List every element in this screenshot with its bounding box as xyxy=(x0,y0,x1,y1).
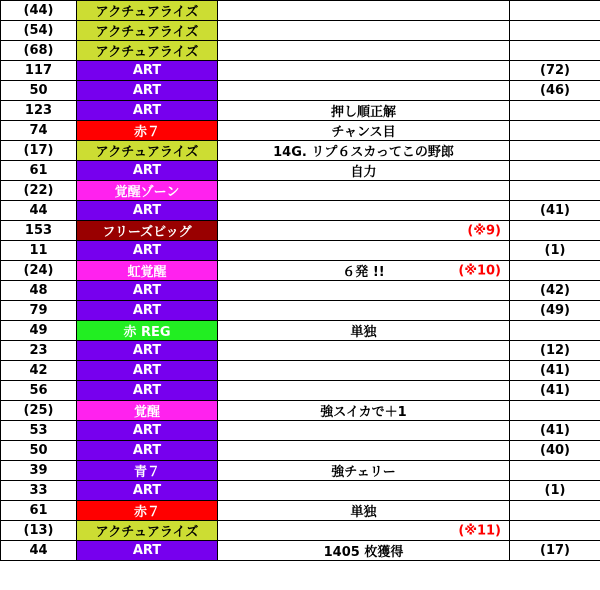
extra-cell xyxy=(510,501,600,521)
results-table-body xyxy=(1,1,600,561)
extra-cell xyxy=(510,321,600,341)
note-cell xyxy=(218,261,510,281)
result-cell: ART xyxy=(77,341,218,361)
extra-cell xyxy=(510,141,600,161)
result-cell: アクチュアライズ xyxy=(77,521,218,541)
note-cell xyxy=(218,421,510,441)
note-text: 1405 枚獲得 xyxy=(323,545,404,560)
note-cell xyxy=(218,61,510,81)
note-cell xyxy=(218,21,510,41)
result-cell: アクチュアライズ xyxy=(77,1,218,21)
footnote-ref: (※9) xyxy=(467,223,501,238)
extra-cell xyxy=(510,101,600,121)
result-cell: ART xyxy=(77,541,218,561)
games-cell: (25) xyxy=(1,401,77,421)
games-cell: (13) xyxy=(1,521,77,541)
extra-cell: (41) xyxy=(510,361,600,381)
extra-cell: (41) xyxy=(510,381,600,401)
extra-cell: (1) xyxy=(510,481,600,501)
extra-cell: (17) xyxy=(510,541,600,561)
extra-cell xyxy=(510,261,600,281)
extra-cell: (42) xyxy=(510,281,600,301)
result-cell: 覚醒 xyxy=(77,401,218,421)
table-row xyxy=(1,421,600,441)
note-cell xyxy=(218,501,510,521)
extra-cell: (12) xyxy=(510,341,600,361)
note-cell xyxy=(218,521,510,541)
extra-cell: (49) xyxy=(510,301,600,321)
result-cell: 虹覚醒 xyxy=(77,261,218,281)
result-cell: ART xyxy=(77,201,218,221)
note-cell xyxy=(218,41,510,61)
table-row xyxy=(1,321,600,341)
extra-cell xyxy=(510,161,600,181)
result-cell: ART xyxy=(77,481,218,501)
games-cell: 50 xyxy=(1,81,77,101)
footnote-ref: (※10) xyxy=(458,263,501,278)
result-cell: 赤 REG xyxy=(77,321,218,341)
note-cell xyxy=(218,481,510,501)
games-cell: 61 xyxy=(1,161,77,181)
result-cell: ART xyxy=(77,81,218,101)
note-text: 押し順正解 xyxy=(330,105,396,120)
table-row xyxy=(1,221,600,241)
footnote-ref: (※11) xyxy=(458,523,501,538)
games-cell: 39 xyxy=(1,461,77,481)
result-cell: ART xyxy=(77,301,218,321)
result-cell: アクチュアライズ xyxy=(77,21,218,41)
games-cell: 79 xyxy=(1,301,77,321)
extra-cell xyxy=(510,221,600,241)
note-text: 単独 xyxy=(350,505,377,520)
games-cell: 11 xyxy=(1,241,77,261)
table-row xyxy=(1,21,600,41)
games-cell: (22) xyxy=(1,181,77,201)
result-cell: ART xyxy=(77,361,218,381)
result-cell: アクチュアライズ xyxy=(77,41,218,61)
result-cell: 赤７ xyxy=(77,121,218,141)
note-cell xyxy=(218,541,510,561)
extra-cell xyxy=(510,1,600,21)
table-row xyxy=(1,61,600,81)
result-cell: ART xyxy=(77,281,218,301)
result-cell: ART xyxy=(77,421,218,441)
games-cell: 48 xyxy=(1,281,77,301)
games-cell: 123 xyxy=(1,101,77,121)
table-row xyxy=(1,181,600,201)
note-text: ６発 !! xyxy=(342,265,385,280)
note-cell xyxy=(218,121,510,141)
extra-cell: (46) xyxy=(510,81,600,101)
note-cell xyxy=(218,341,510,361)
games-cell: 44 xyxy=(1,201,77,221)
result-cell: フリーズビッグ xyxy=(77,221,218,241)
note-cell xyxy=(218,381,510,401)
games-cell: (54) xyxy=(1,21,77,41)
table-row xyxy=(1,201,600,221)
result-cell: アクチュアライズ xyxy=(77,141,218,161)
result-cell: 青７ xyxy=(77,461,218,481)
games-cell: (24) xyxy=(1,261,77,281)
extra-cell: (72) xyxy=(510,61,600,81)
result-cell: 覚醒ゾーン xyxy=(77,181,218,201)
result-cell: ART xyxy=(77,441,218,461)
note-cell xyxy=(218,181,510,201)
table-row xyxy=(1,121,600,141)
games-cell: 50 xyxy=(1,441,77,461)
note-text: 自力 xyxy=(350,165,377,180)
result-cell: 赤７ xyxy=(77,501,218,521)
note-cell xyxy=(218,321,510,341)
result-cell: ART xyxy=(77,161,218,181)
table-row xyxy=(1,301,600,321)
table-row xyxy=(1,161,600,181)
table-row xyxy=(1,481,600,501)
table-row xyxy=(1,1,600,21)
table-row xyxy=(1,541,600,561)
note-cell xyxy=(218,461,510,481)
games-cell: (68) xyxy=(1,41,77,61)
games-cell: 117 xyxy=(1,61,77,81)
note-cell xyxy=(218,281,510,301)
note-cell xyxy=(218,241,510,261)
games-cell: 23 xyxy=(1,341,77,361)
games-cell: 33 xyxy=(1,481,77,501)
note-text: 強スイカで＋1 xyxy=(320,405,407,420)
games-cell: 44 xyxy=(1,541,77,561)
table-row xyxy=(1,241,600,261)
table-row xyxy=(1,521,600,541)
note-cell xyxy=(218,81,510,101)
extra-cell: (40) xyxy=(510,441,600,461)
table-row xyxy=(1,261,600,281)
games-cell: 42 xyxy=(1,361,77,381)
games-cell: 49 xyxy=(1,321,77,341)
note-cell xyxy=(218,221,510,241)
games-cell: 61 xyxy=(1,501,77,521)
table-row xyxy=(1,401,600,421)
note-cell xyxy=(218,401,510,421)
result-cell: ART xyxy=(77,241,218,261)
table-row xyxy=(1,341,600,361)
games-cell: (17) xyxy=(1,141,77,161)
result-cell: ART xyxy=(77,101,218,121)
note-cell xyxy=(218,201,510,221)
extra-cell xyxy=(510,401,600,421)
table-row xyxy=(1,41,600,61)
note-cell xyxy=(218,441,510,461)
extra-cell: (41) xyxy=(510,201,600,221)
note-cell xyxy=(218,141,510,161)
extra-cell xyxy=(510,21,600,41)
note-text: 強チェリー xyxy=(331,465,396,480)
table-row xyxy=(1,381,600,401)
table-row xyxy=(1,81,600,101)
table-row xyxy=(1,141,600,161)
note-cell xyxy=(218,101,510,121)
extra-cell xyxy=(510,41,600,61)
extra-cell xyxy=(510,181,600,201)
table-row xyxy=(1,101,600,121)
games-cell: 74 xyxy=(1,121,77,141)
games-cell: 56 xyxy=(1,381,77,401)
games-cell: (44) xyxy=(1,1,77,21)
note-text: 単独 xyxy=(350,325,377,340)
result-cell: ART xyxy=(77,381,218,401)
table-row xyxy=(1,461,600,481)
games-cell: 53 xyxy=(1,421,77,441)
extra-cell xyxy=(510,521,600,541)
extra-cell: (41) xyxy=(510,421,600,441)
table-row xyxy=(1,441,600,461)
extra-cell xyxy=(510,461,600,481)
extra-cell xyxy=(510,121,600,141)
table-row xyxy=(1,501,600,521)
table-row xyxy=(1,281,600,301)
note-cell xyxy=(218,1,510,21)
games-cell: 153 xyxy=(1,221,77,241)
note-text: チャンス目 xyxy=(331,125,396,140)
table-row xyxy=(1,361,600,381)
result-cell: ART xyxy=(77,61,218,81)
note-cell xyxy=(218,161,510,181)
note-cell xyxy=(218,301,510,321)
note-text: 14G. リプ６スカってこの野郎 xyxy=(273,145,454,160)
extra-cell: (1) xyxy=(510,241,600,261)
note-cell xyxy=(218,361,510,381)
